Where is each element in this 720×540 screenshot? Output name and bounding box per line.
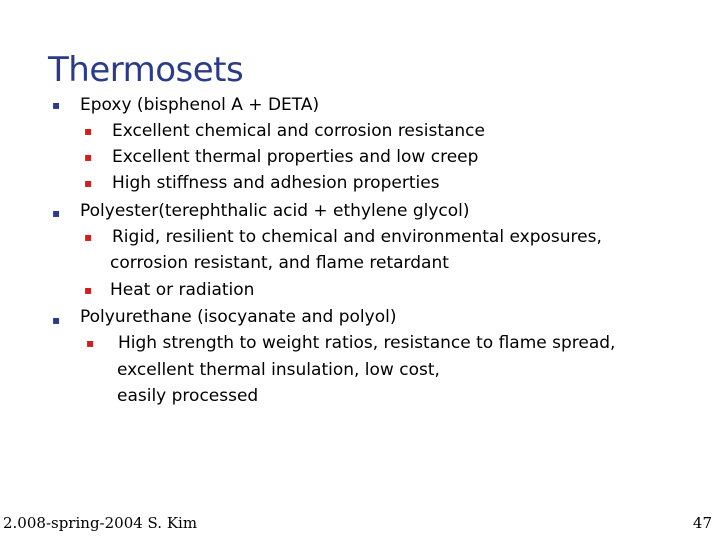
footer-course-label: 2.008-spring-2004 S. Kim <box>3 514 198 532</box>
sub-bullet-text: High strength to weight ratios, resistance to flame spread, <box>118 333 616 353</box>
sub-bullet-text: Rigid, resilient to chemical and environmental exposures, <box>112 227 602 247</box>
sub-bullet-text: Excellent chemical and corrosion resistance <box>112 121 485 141</box>
sub-bullet-icon: ▪ <box>84 230 93 244</box>
bullet-text: Polyurethane (isocyanate and polyol) <box>80 307 397 327</box>
bullet-icon: ▪ <box>52 313 61 327</box>
sub-bullet-text-continued: corrosion resistant, and flame retardant <box>110 253 449 273</box>
sub-bullet-icon: ▪ <box>86 336 95 350</box>
bullet-icon: ▪ <box>52 206 61 220</box>
sub-bullet-text: Excellent thermal properties and low creep <box>112 147 479 167</box>
sub-bullet-text-continued: easily processed <box>117 386 259 406</box>
sub-bullet-icon: ▪ <box>84 176 93 190</box>
slide-title: Thermosets <box>48 50 244 90</box>
bullet-text: Polyester(terephthalic acid + ethylene glycol) <box>80 201 470 221</box>
bullet-text: Epoxy (bisphenol A + DETA) <box>80 95 320 115</box>
sub-bullet-icon: ▪ <box>84 283 93 297</box>
sub-bullet-text-continued: excellent thermal insulation, low cost, <box>117 360 440 380</box>
sub-bullet-icon: ▪ <box>84 150 93 164</box>
sub-bullet-text: High stiffness and adhesion properties <box>112 173 440 193</box>
page-number: 47 <box>692 514 712 532</box>
bullet-icon: ▪ <box>52 98 61 112</box>
sub-bullet-icon: ▪ <box>84 124 93 138</box>
sub-bullet-text: Heat or radiation <box>110 280 255 300</box>
